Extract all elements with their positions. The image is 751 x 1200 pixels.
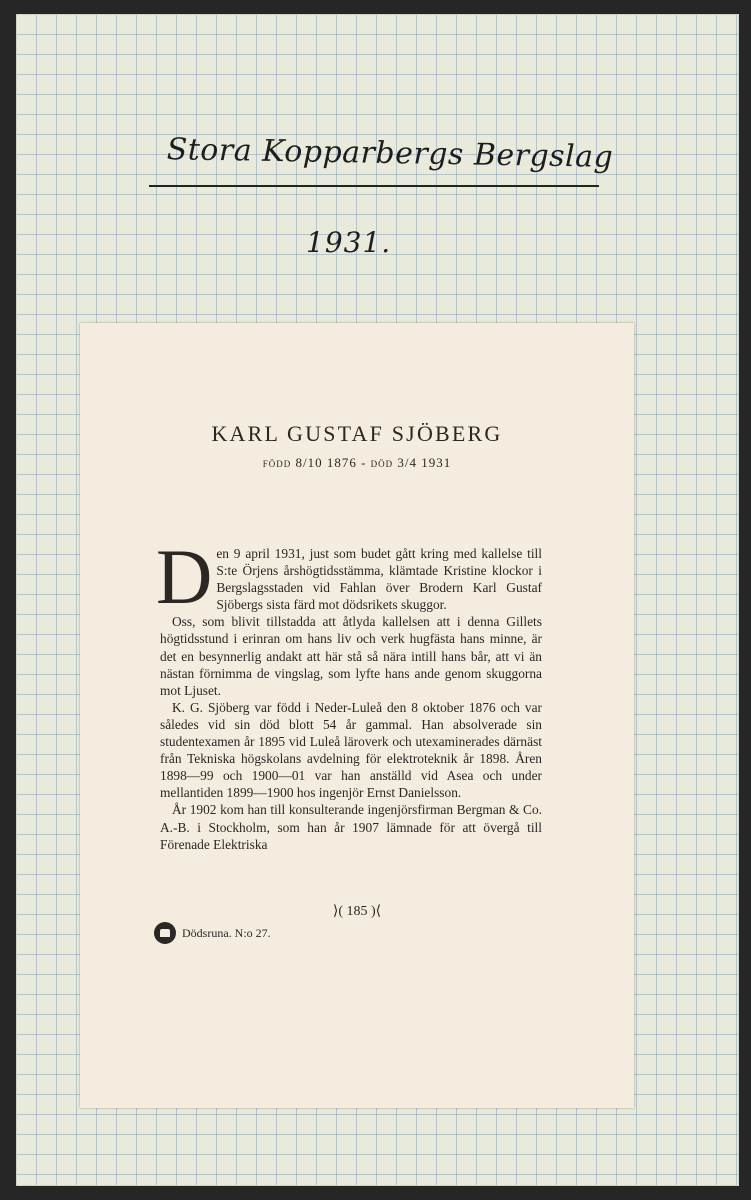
page-number: ⟩( 185 )⟨ [332,904,382,919]
paragraph-3: K. G. Sjöberg var född i Neder-Luleå den 8 oktober 1876 och var således vid sin död blott 54 år gammal. Han absolverade sin studentexamen år 1895 vid Luleå läroverk och utexaminerades därnäst från Tekniska högskolans avdelning för elektroteknik år 1898. Åren 1898—99 och 1900—01 var han anställd vid Asea och under mellantiden 1899—1900 hos ingenjör Ernst Danielsson. [160,699,542,801]
died-date: 3/4 1931 [397,455,452,470]
order-emblem-icon [154,922,176,944]
series-footer [154,921,271,945]
series-label: Dödsruna. N:o 27. [182,925,271,940]
born-label: FÖDD [262,459,292,469]
obituary-name: KARL GUSTAF SJÖBERG [211,421,503,446]
handwritten-year: 1931. [306,226,392,259]
paragraph-2: Oss, som blivit tillstadda att åtlyda kallelsen att i denna Gillets högtidsstund i erinran om hans liv och verk hugfästa hans minne, är det en besynnerlig andakt att här stå så nära intill hans bår, att vi än nästan förnimma de vingslag, som lyfte hans ande genom skuggorna mot Ljuset. [160,614,542,698]
born-date: 8/10 1876 [295,455,357,470]
paragraph-1 [156,533,542,620]
paragraph-4: År 1902 kom han till konsulterande ingenjörsfirman Bergman & Co. A.-B. i Stockholm, som han år 1907 lämnade för att övergå till Förenade Elektriska [160,802,542,852]
paragraph-1-text: en 9 april 1931, just som budet gått kring med kallelse till S:te Örjens årshögtidsstämma, klämtade Kristine klockor i Bergslagsstaden vid Fahlan över Brodern Karl Gustaf Sjöbergs sista färd mot dödsrikets skuggor. [216,546,542,613]
drop-cap: D [156,533,213,620]
title-underline [149,185,599,187]
obituary-body [156,533,542,853]
date-separator: - [361,455,367,470]
died-label: DÖD [370,459,394,469]
handwritten-title: Stora Kopparbergs Bergslag [166,132,614,175]
life-dates [80,455,634,471]
obituary-clipping [80,323,634,1108]
